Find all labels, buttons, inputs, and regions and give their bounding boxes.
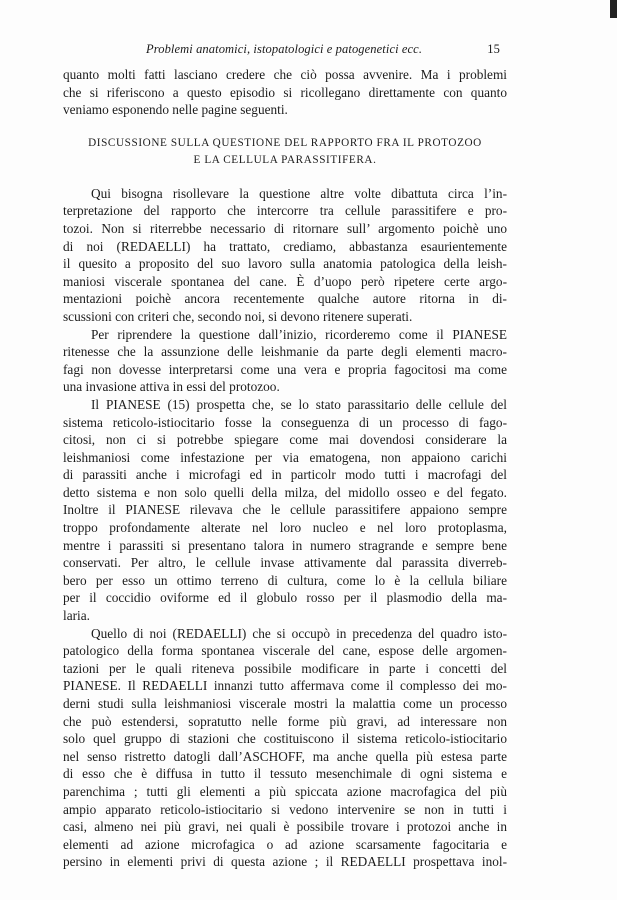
spacer — [63, 169, 507, 185]
text-line: Il PIANESE (15) prospetta che, se lo stato parassitario delle cellule del — [91, 396, 507, 412]
text-line: sistema reticolo-istiocitario fosse la conseguenza di un processo di fago- — [63, 414, 507, 430]
text-line: Quello di noi (REDAELLI) che si occupò in precedenza del quadro isto- — [91, 625, 507, 641]
text-line: conservati. Per altro, le cellule invase attivamente dal parassita diverreb- — [63, 555, 507, 571]
paragraph-1 — [63, 185, 507, 326]
paragraph-4 — [63, 625, 507, 871]
text-line: PIANESE. Il REDAELLI innanzi tutto affermava come il complesso dei mo- — [63, 678, 507, 694]
section-heading — [63, 135, 507, 169]
paragraph-2 — [63, 326, 507, 396]
text-line: leishmaniosi come infestazione per via ematogena, non appaiono carichi — [63, 449, 507, 465]
running-title: Problemi anatomici, istopatologici e patogenetici ecc. — [146, 42, 423, 56]
text-line: per il coccidio oviforme ed il globulo rosso per il plasmodio della ma- — [63, 590, 507, 606]
text-line: che si riferiscono a questo episodio si ricollegano direttamente con quanto — [63, 84, 507, 100]
text-line: fagi non dovesse interpretarsi come una vera e propria fagocitosi ma come — [63, 361, 507, 377]
scan-edge-mark — [610, 0, 617, 18]
text-line: elementi ad azione microfagica o ad azione scarsamente fagocitaria e — [63, 836, 507, 852]
text-line: tazioni per le quali riteneva possibile modificare in parte i concetti del — [63, 660, 507, 676]
text-line: ampio apparato reticolo-istiocitario si vedono intervenire se non in tutti i — [63, 801, 507, 817]
text-line: che può estendersi, sopratutto nelle forme più gravi, ad interessare non — [63, 713, 507, 729]
text-line: troppo profondamente alterate nel loro nucleo e nel loro protoplasma, — [63, 520, 507, 536]
text-line: laria. — [63, 608, 90, 624]
page-number: 15 — [487, 42, 500, 56]
text-line: di noi (REDAELLI) ha trattato, crediamo, abbastanza esaurientemente — [63, 238, 507, 254]
text-line: citosi, non ci si potrebbe spiegare come mai dovendosi considerare la — [63, 432, 507, 448]
text-line: di parassiti anche i microfagi ed in particolr modo tutti i macrofagi del — [63, 467, 507, 483]
text-line: maniosi viscerale spontanea del cane. È d’uopo però ripetere certe argo- — [63, 273, 507, 289]
text-line: mentre i parassiti si presentano talora in numero stragrande e sempre bene — [63, 537, 507, 553]
text-line: Per riprendere la questione dall’inizio, ricorderemo come il PIANESE — [91, 326, 507, 342]
text-line: Qui bisogna risollevare la questione altre volte dibattuta circa l’in- — [91, 185, 507, 201]
text-line: di esso che è diffusa in tutto il tessuto mesenchimale di ogni sistema e — [63, 766, 507, 782]
spacer — [63, 119, 507, 135]
heading-line: DISCUSSIONE SULLA QUESTIONE DEL RAPPORTO FRA IL PROTOZOO — [88, 136, 482, 149]
text-line: Inoltre il PIANESE rilevava che le cellule parassitifere appaiono sempre — [63, 502, 507, 518]
text-line: tozoi. Non si riterrebbe necessario di ritornare sull’ argomento poichè uno — [63, 220, 507, 236]
paragraph-intro — [63, 66, 507, 119]
text-line: terpretazione del rapporto che intercorre tra cellule parassitifere e pro- — [63, 203, 507, 219]
text-line: detto sistema e non solo quelli della milza, del midollo osseo e del fegato. — [63, 484, 507, 500]
text-line: il quesito a proposito del suo lavoro sulla anatomia patologica della leish- — [63, 256, 507, 272]
text-line: veniamo esponendo nelle pagine seguenti. — [63, 102, 288, 118]
heading-line: E LA CELLULA PARASSITIFERA. — [193, 153, 377, 166]
text-line: derni studi sulla leishmaniosi viscerale mostri la malattia come un processo — [63, 696, 507, 711]
text-line: parenchima ; tutti gli elementi a più spiccata azione macrofagica del più — [63, 783, 507, 799]
text-line: patologico della forma spontanea viscerale del cane, espose delle argomen- — [63, 643, 507, 659]
text-line: persino in elementi privi di questa azione ; il REDAELLI prospettava inol- — [63, 854, 507, 870]
text-line: quanto molti fatti lasciano credere che ciò possa avvenire. Ma i problemi — [63, 67, 507, 82]
paragraph-3 — [63, 396, 507, 625]
text-line: scussioni con criteri che, secondo noi, si devono ritenere superati. — [63, 308, 413, 324]
text-line: casi, almeno nei più gravi, nei quali è possibile trovare i protozoi anche in — [63, 819, 507, 835]
page-body — [63, 66, 507, 871]
text-line: solo quel gruppo di stazioni che costituiscono il sistema reticolo-istiocitario — [63, 731, 507, 747]
text-line: bero per esso un ottimo terreno di cultura, come lo è la cellula biliare — [63, 572, 507, 588]
text-line: ritenesse che la assunzione delle leishmanie da parte degli elementi macro- — [63, 344, 507, 360]
text-line: nel senso ristretto datogli dall’ASCHOFF, ma anche quella più estesa parte — [63, 748, 507, 764]
text-line: mentazioni poichè ancora recentemente qualche autore ritorna in di- — [63, 291, 507, 307]
text-line: una invasione attiva in essi del protozoo. — [63, 379, 280, 395]
